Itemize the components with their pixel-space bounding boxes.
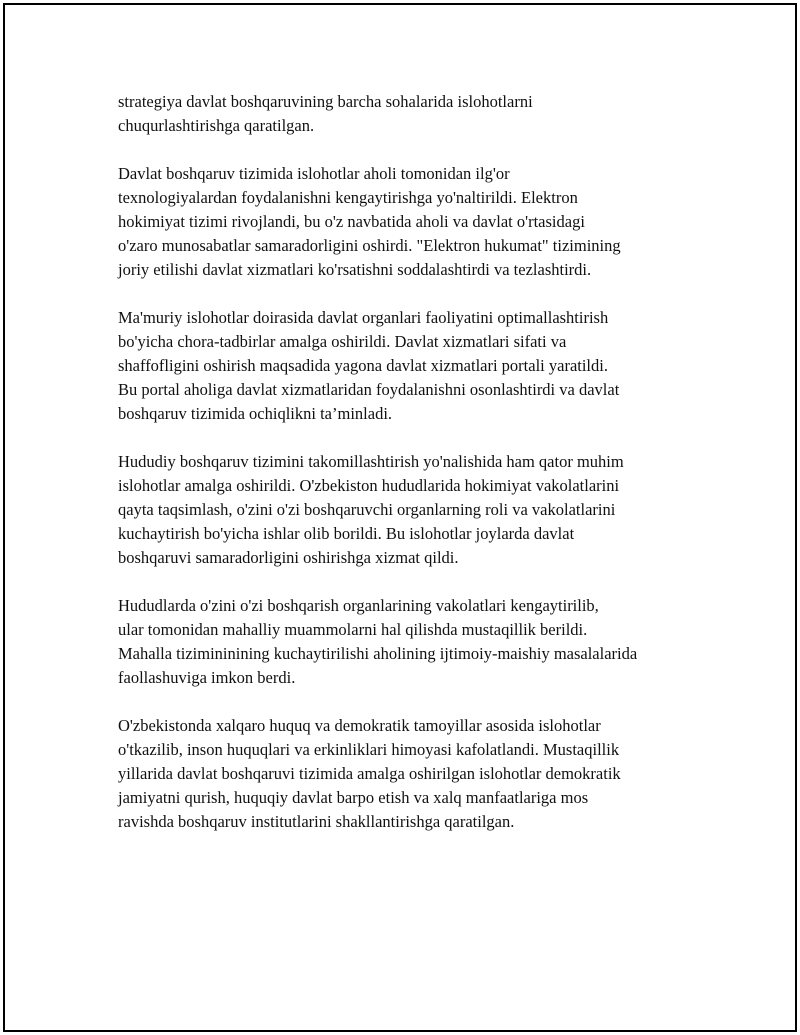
paragraph-6: O'zbekistonda xalqaro huquq va demokratik tamoyillar asosida islohotlar o'tkazilib, inson huquqlari va erkinliklari himoyasi kafolatlandi. Mustaqillik yillarida davlat boshqaruvi tizimida amalga oshirilgan islohotlar demokratik jamiyatni qurish, huquqiy davlat barpo etish va xalq manfaatlariga mos ravishda boshqaruv institutlarini shakllantirishga qaratilgan. bbox=[118, 716, 621, 831]
paragraph-3: Ma'muriy islohotlar doirasida davlat organlari faoliyatini optimallashtirish bo'yicha chora-tadbirlar amalga oshirildi. Davlat xizmatlari sifati va shaffofligini oshirish maqsadida yagona davlat xizmatlari portali yaratildi. Bu portal aholiga davlat xizmatlaridan foydalanishni osonlashtirdi va davlat boshqaruv tizimida ochiqlikni ta’minladi. bbox=[118, 308, 620, 423]
paragraph-1: strategiya davlat boshqaruvining barcha sohalarida islohotlarni chuqurlashtirishga qaratilgan. bbox=[118, 92, 533, 135]
document-body bbox=[118, 90, 698, 858]
paragraph-2: Davlat boshqaruv tizimida islohotlar aholi tomonidan ilg'or texnologiyalardan foydalanishni kengaytirishga yo'naltirildi. Elektron hokimiyat tizimi rivojlandi, bu o'z navbatida aholi va davlat o'rtasidagi o'zaro munosabatlar samaradorligini oshirdi. "Elektron hukumat" tizimining joriy etilishi davlat xizmatlari ko'rsatishni soddalashtirdi va tezlashtirdi. bbox=[118, 164, 621, 279]
paragraph-4: Hududiy boshqaruv tizimini takomillashtirish yo'nalishida ham qator muhim islohotlar amalga oshirildi. O'zbekiston hududlarida hokimiyat vakolatlarini qayta taqsimlash, o'zini o'zi boshqaruvchi organlarning roli va vakolatlarini kuchaytirish bo'yicha ishlar olib borildi. Bu islohotlar joylarda davlat boshqaruvi samaradorligini oshirishga xizmat qildi. bbox=[118, 452, 624, 567]
paragraph-5: Hududlarda o'zini o'zi boshqarish organlarining vakolatlari kengaytirilib, ular tomonidan mahalliy muammolarni hal qilishda mustaqillik berildi. Mahalla tizimininining kuchaytirilishi aholining ijtimoiy-maishiy masalalarida faollashuviga imkon berdi. bbox=[118, 596, 638, 687]
